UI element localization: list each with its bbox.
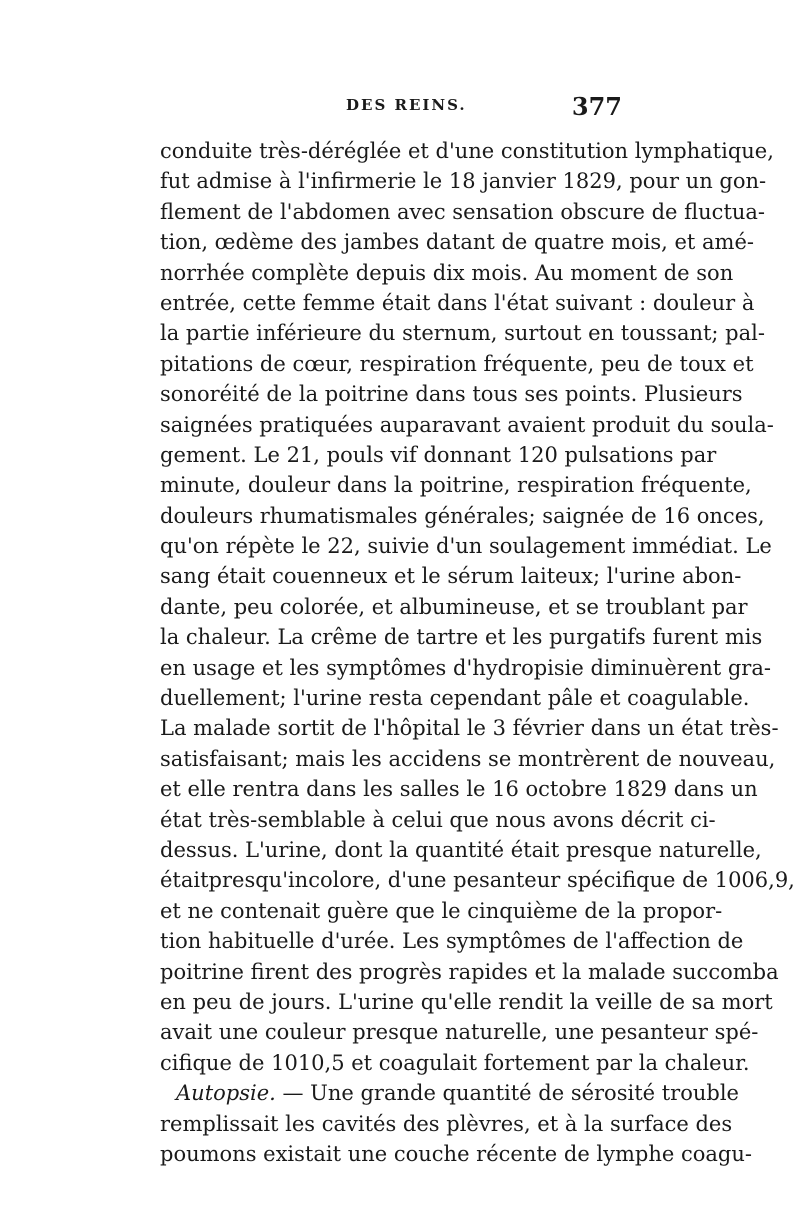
text-line: La malade sortit de l'hôpital le 3 février dans un état très- — [160, 716, 779, 741]
page-number: 377 — [571, 92, 622, 121]
text-line: remplissait les cavités des plèvres, et à la surface des — [160, 1111, 733, 1136]
page-header — [160, 92, 626, 126]
body-text — [160, 136, 795, 1169]
text-line: saignées pratiquées auparavant avaient produit du soula- — [160, 412, 774, 437]
text-line: fut admise à l'infirmerie le 18 janvier 1829, pour un gon- — [160, 169, 767, 194]
text-line: dessus. L'urine, dont la quantité était presque naturelle, — [160, 837, 762, 862]
text-line: poitrine firent des progrès rapides et la malade succomba — [160, 959, 779, 984]
text-line: pitations de cœur, respiration fréquente, peu de toux et — [160, 351, 754, 376]
text-line: sonoréité de la poitrine dans tous ses points. Plusieurs — [160, 382, 743, 407]
text-line: tion, œdème des jambes datant de quatre mois, et amé- — [160, 230, 754, 255]
text-line: la partie inférieure du sternum, surtout en toussant; pal- — [160, 321, 765, 346]
text-line: douleurs rhumatismales générales; saignée de 16 onces, — [160, 503, 765, 528]
text-line: entrée, cette femme était dans l'état suivant : douleur à — [160, 290, 755, 315]
text-line: avait une couleur presque naturelle, une pesanteur spé- — [160, 1020, 759, 1045]
text-line: conduite très-déréglée et d'une constitution lymphatique, — [160, 139, 774, 163]
text-line: étaitpresqu'incolore, d'une pesanteur spécifique de 1006,9, — [160, 868, 795, 893]
text-line: gement. Le 21, pouls vif donnant 120 pulsations par — [160, 442, 717, 467]
autopsy-text: — Une grande quantité de sérosité trouble — [275, 1081, 739, 1106]
text-line: sang était couenneux et le sérum laiteux; l'urine abon- — [160, 564, 742, 589]
text-line: norrhée complète depuis dix mois. Au moment de son — [160, 260, 734, 285]
text-line: minute, douleur dans la poitrine, respiration fréquente, — [160, 473, 752, 498]
text-line: état très-semblable à celui que nous avons décrit ci- — [160, 807, 716, 832]
autopsy-line — [160, 1078, 739, 1108]
running-head: DES REINS. — [346, 96, 467, 114]
text-line: dante, peu colorée, et albumineuse, et se troublant par — [160, 594, 748, 619]
text-line: et ne contenait guère que le cinquième de la propor- — [160, 898, 723, 923]
text-line: en usage et les symptômes d'hydropisie diminuèrent gra- — [160, 655, 771, 680]
text-line: cifique de 1010,5 et coagulait fortement par la chaleur. — [160, 1050, 750, 1075]
autopsy-label: Autopsie. — [176, 1081, 276, 1106]
text-line: poumons existait une couche récente de lymphe coagu- — [160, 1141, 752, 1166]
text-line: duellement; l'urine resta cependant pâle et coagulable. — [160, 686, 750, 711]
text-line: tion habituelle d'urée. Les symptômes de l'affection de — [160, 929, 744, 954]
text-line: qu'on répète le 22, suivie d'un soulagement immédiat. Le — [160, 534, 772, 559]
text-line: satisfaisant; mais les accidens se montrèrent de nouveau, — [160, 746, 776, 771]
text-line: la chaleur. La crême de tartre et les purgatifs furent mis — [160, 625, 763, 650]
text-line: et elle rentra dans les salles le 16 octobre 1829 dans un — [160, 777, 758, 802]
text-line: en peu de jours. L'urine qu'elle rendit la veille de sa mort — [160, 989, 773, 1014]
text-line: flement de l'abdomen avec sensation obscure de fluctua- — [160, 199, 766, 224]
